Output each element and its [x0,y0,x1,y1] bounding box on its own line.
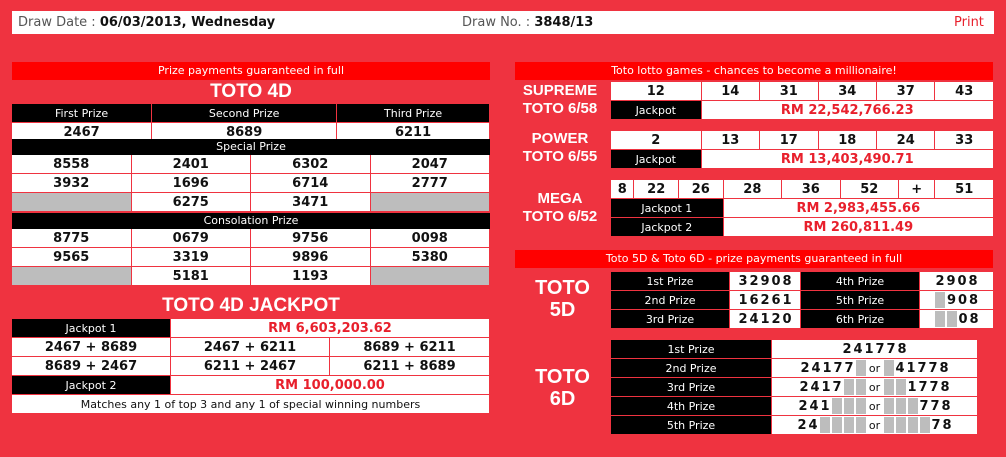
blank-digit [856,379,866,395]
draw-no [462,15,593,30]
number-cell: 9565 [12,248,132,267]
prize-header: Second Prize [152,104,337,123]
digit: 9 [760,273,770,289]
digit: 1 [820,398,830,414]
digit: 2 [842,341,852,357]
digit: 1 [907,379,917,395]
mega-jp2-label: Jackpot 2 [611,218,724,237]
table-row [12,193,490,212]
blank-digit [896,398,906,414]
draw-date [18,15,275,30]
prize-value: 6211 [337,123,490,142]
number-cell: 3319 [132,248,252,267]
number-cell: 1696 [132,174,252,193]
table-row [12,174,490,193]
digit: 2 [799,379,809,395]
toto6d-title-2: 6D [549,388,576,410]
blank-digit [820,417,830,433]
digit: 9 [946,292,957,308]
table-row [12,229,490,248]
jp1-amount: RM 6,603,203.62 [171,319,490,338]
toto4d-banner: Prize payments guaranteed in full [12,62,490,80]
digit-group [797,418,867,433]
or-label: or [868,361,881,375]
digit: 7 [875,341,885,357]
special-prize-label: Special Prize [12,139,490,155]
digit-group [798,399,867,414]
digit: 4 [809,398,819,414]
prize-value [920,310,994,329]
digit-group [935,274,979,289]
digit: 7 [931,417,941,433]
combo: 2467 + 8689 [12,338,171,357]
number-cell: 2401 [132,155,252,174]
lotto-number: 28 [724,180,782,199]
lotto-number: 51 [935,180,994,199]
blank-digit [935,292,945,308]
table-row [611,416,978,435]
toto4d-top-table [12,104,490,142]
mega-name-1: MEGA [537,190,583,207]
prize-label: 3rd Prize [611,310,730,329]
toto5d-title [520,277,605,321]
digit: 1 [782,292,792,308]
table-row [12,267,490,286]
digit: 4 [811,360,821,376]
lotto-number: 31 [760,82,818,101]
number-cell: 9756 [251,229,371,248]
number-cell: 0679 [132,229,252,248]
prize-label: 2nd Prize [611,291,730,310]
lotto-number: 17 [760,131,818,150]
blank-digit [832,398,842,414]
number-cell: 1193 [251,267,371,286]
prize-value: 8689 [152,123,337,142]
digit: 4 [808,417,818,433]
draw-info-bar [12,11,994,34]
digit: 0 [957,273,967,289]
table-row [611,378,978,397]
toto5d-table [611,272,994,329]
digit: 7 [919,398,929,414]
digit-group [934,293,979,308]
consolation-prize-table [12,229,490,286]
prize-label: 4th Prize [801,272,920,291]
prize-header: Third Prize [337,104,490,123]
digit: 7 [833,360,843,376]
prize-value [920,272,994,291]
blank-cell [12,193,132,212]
or-label: or [868,380,881,394]
jp2-amount: RM 100,000.00 [171,376,490,395]
blank-digit [832,417,842,433]
digit-group [883,361,950,376]
digit: 2 [749,273,759,289]
mega-jp2-amount: RM 260,811.49 [724,218,994,237]
table-row [611,359,978,378]
blank-digit [884,360,894,376]
prize-value [772,359,978,378]
supreme-table [611,82,994,120]
supreme-jp-label: Jackpot [611,101,702,120]
jp2-label: Jackpot 2 [12,376,171,395]
digit: 7 [928,360,938,376]
table-row [12,248,490,267]
digit: 0 [771,273,781,289]
toto5d-title-2: 5D [549,299,576,321]
blank-digit [856,360,866,376]
prize-label: 3rd Prize [611,378,772,397]
power-jp-amount: RM 13,403,490.71 [702,150,994,169]
prize-label: 4th Prize [611,397,772,416]
number-cell: 5181 [132,267,252,286]
or-label: or [868,418,881,432]
draw-date-label: Draw Date : [18,15,96,30]
prize-value [730,291,801,310]
digit-group [883,380,951,395]
prize-label: 2nd Prize [611,359,772,378]
supreme-name-1: SUPREME [522,82,598,99]
combo: 6211 + 2467 [171,357,330,376]
lotto-number: 12 [611,82,702,101]
mega-jp1-label: Jackpot 1 [611,199,724,218]
lotto-number: 13 [702,131,760,150]
table-row [611,272,994,291]
blank-digit [856,417,866,433]
lotto-number: 36 [782,180,840,199]
or-label: or [868,399,881,413]
prize-value [730,272,801,291]
digit: 1 [906,360,916,376]
digit: 7 [844,360,854,376]
blank-digit [920,417,930,433]
digit: 1 [822,360,832,376]
lotto-number: 24 [877,131,935,150]
prize-value [730,310,801,329]
combo: 2467 + 6211 [171,338,330,357]
number-cell: 5380 [371,248,491,267]
digit: 4 [895,360,905,376]
prize-value [772,416,978,435]
mega-table [611,180,994,237]
table-row [611,340,978,359]
blank-digit [884,379,894,395]
lotto-number: 8 [611,180,634,199]
digit: 1 [864,341,874,357]
digit: 8 [942,417,952,433]
supreme-name [515,82,605,118]
draw-date-value: 06/03/2013, Wednesday [99,15,276,30]
number-cell: 6275 [132,193,252,212]
blank-digit [896,417,906,433]
supreme-name-2: TOTO 6/58 [522,100,598,117]
mega-name-2: TOTO 6/52 [522,208,598,225]
table-row [12,155,490,174]
prize-header: First Prize [12,104,152,123]
toto6d-table [611,340,978,435]
lotto-number: 22 [634,180,679,199]
combo: 8689 + 2467 [12,357,171,376]
digit: 4 [810,379,820,395]
digit: 6 [771,292,781,308]
lotto-banner: Toto lotto games - chances to become a millionaire! [515,62,993,80]
power-table [611,131,994,169]
blank-cell [371,193,491,212]
digit: 4 [853,341,863,357]
blank-digit [935,311,945,327]
combo: 8689 + 6211 [330,338,490,357]
digit: 7 [917,360,927,376]
toto5d6d-banner: Toto 5D & Toto 6D - prize payments guaranteed in full [515,250,993,268]
number-cell: 8775 [12,229,132,248]
power-name [515,130,605,166]
number-cell: 3471 [251,193,371,212]
prize-value [772,397,978,416]
digit: 0 [957,292,968,308]
prize-label: 5th Prize [611,416,772,435]
power-name-2: TOTO 6/55 [522,148,598,165]
number-cell: 8558 [12,155,132,174]
jackpot4d-note: Matches any 1 of top 3 and any 1 of special winning numbers [12,395,490,414]
table-row [611,397,978,416]
digit: 1 [760,311,770,327]
digit: 8 [969,311,979,327]
digit: 2 [760,292,770,308]
digit-group [738,312,793,327]
digit: 2 [798,398,808,414]
combo: 6211 + 8689 [330,357,490,376]
digit: 4 [749,311,759,327]
prize-label: 5th Prize [801,291,920,310]
blank-digit [844,417,854,433]
table-row [611,291,994,310]
digit: 7 [929,379,939,395]
toto5d-title-1: TOTO [535,277,590,299]
digit-group [799,380,867,395]
prize-label: 1st Prize [611,340,772,359]
lotto-number: 37 [877,82,935,101]
digit: 2 [771,311,781,327]
blank-digit [896,379,906,395]
number-cell: 3932 [12,174,132,193]
prize-value: 2467 [12,123,152,142]
prize-label: 6th Prize [801,310,920,329]
draw-no-label: Draw No. : [462,15,531,30]
digit-group [883,418,953,433]
prize-value [920,291,994,310]
lotto-number: 26 [679,180,724,199]
toto6d-title-1: TOTO [535,366,590,388]
digit: 8 [940,379,950,395]
number-cell: 2047 [371,155,491,174]
digit-group [800,361,867,376]
blank-digit [947,311,957,327]
digit: 6 [749,292,759,308]
blank-digit [844,398,854,414]
digit-group [738,274,793,289]
lotto-number: 34 [819,82,877,101]
digit: 7 [930,398,940,414]
consolation-prize-label: Consolation Prize [12,213,490,229]
prize-label: 1st Prize [611,272,730,291]
lotto-number: 33 [935,131,994,150]
jackpot4d-title: TOTO 4D JACKPOT [162,295,340,316]
digit: 0 [782,311,792,327]
digit: 2 [935,273,945,289]
digit: 8 [782,273,792,289]
digit: 8 [968,292,979,308]
lotto-number: 43 [935,82,994,101]
lotto-number: 14 [702,82,760,101]
digit: 2 [800,360,810,376]
power-name-1: POWER [531,130,589,147]
digit: 2 [797,417,807,433]
digit: 8 [897,341,907,357]
print-link[interactable]: Print [954,15,984,30]
lotto-number: 2 [611,131,702,150]
blank-digit [908,417,918,433]
digit-group [738,293,793,308]
digit: 2 [738,311,748,327]
digit: 8 [939,360,949,376]
special-prize-table [12,155,490,212]
number-cell: 6302 [251,155,371,174]
table-row [611,310,994,329]
digit: 8 [941,398,951,414]
digit: 8 [968,273,978,289]
lotto-number: 18 [819,131,877,150]
digit: 7 [832,379,842,395]
blank-digit [844,379,854,395]
digit-group [842,342,908,357]
prize-value [772,340,978,359]
blank-digit [884,398,894,414]
lotto-number: 52 [841,180,899,199]
blank-digit [908,398,918,414]
digit: 3 [738,273,748,289]
mega-jp1-amount: RM 2,983,455.66 [724,199,994,218]
toto6d-title [520,366,605,410]
supreme-jp-amount: RM 22,542,766.23 [702,101,994,120]
jackpot4d-table [12,319,490,414]
lotto-number: + [899,180,935,199]
number-cell: 0098 [371,229,491,248]
number-cell: 9896 [251,248,371,267]
number-cell: 2777 [371,174,491,193]
prize-value [772,378,978,397]
blank-cell [371,267,491,286]
digit-group [883,399,952,414]
toto4d-title: TOTO 4D [210,81,292,102]
jp1-label: Jackpot 1 [12,319,171,338]
mega-name [515,190,605,226]
digit: 0 [958,311,968,327]
draw-no-value: 3848/13 [534,15,594,30]
blank-digit [856,398,866,414]
digit-group [934,312,980,327]
blank-digit [884,417,894,433]
digit: 7 [886,341,896,357]
blank-cell [12,267,132,286]
number-cell: 6714 [251,174,371,193]
digit: 1 [738,292,748,308]
digit: 9 [946,273,956,289]
digit: 7 [918,379,928,395]
power-jp-label: Jackpot [611,150,702,169]
digit: 1 [821,379,831,395]
